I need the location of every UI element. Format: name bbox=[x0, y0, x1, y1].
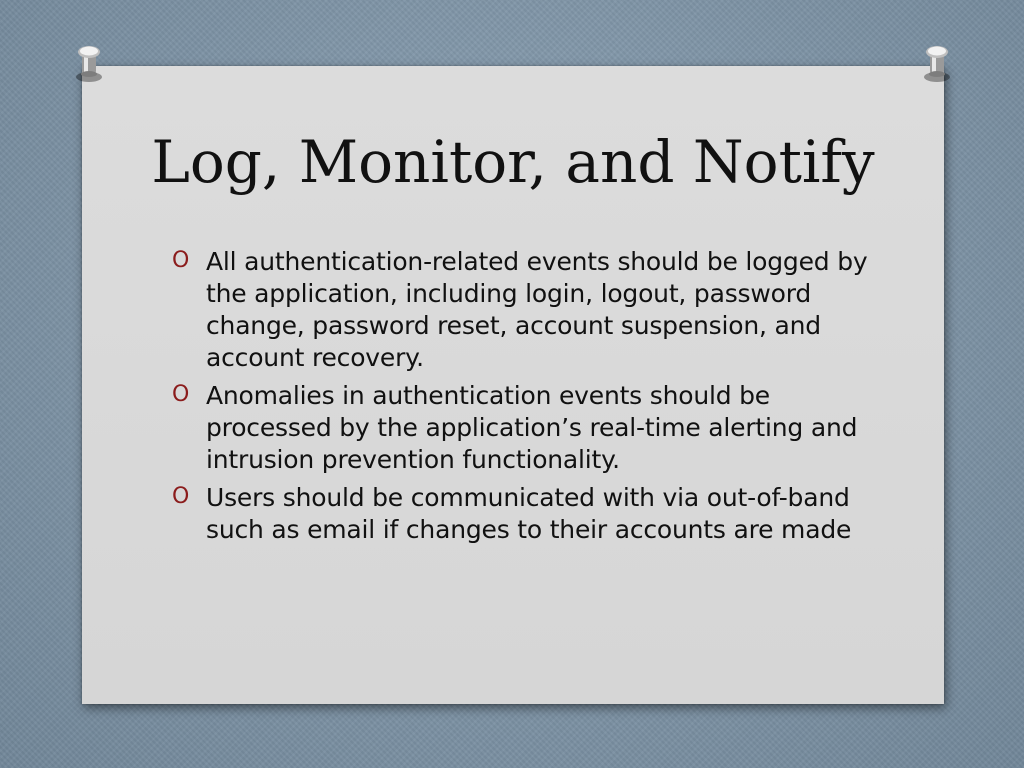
bullet-list bbox=[172, 246, 872, 552]
bullet-item bbox=[172, 380, 872, 476]
bullet-text: Anomalies in authentication events should be processed by the application’s real-time alerting and intrusion prevention functionality. bbox=[206, 381, 858, 474]
slide-title: Log, Monitor, and Notify bbox=[151, 128, 875, 196]
pushpin-icon bbox=[918, 40, 956, 84]
bullet-item bbox=[172, 246, 872, 374]
bullet-marker-icon: O bbox=[172, 382, 190, 407]
bullet-item bbox=[172, 482, 872, 546]
bullet-marker-icon: O bbox=[172, 484, 190, 509]
bullet-text: Users should be communicated with via out-of-band such as email if changes to their accounts are made bbox=[206, 483, 852, 544]
bullet-marker-icon: O bbox=[172, 248, 190, 273]
bullet-text: All authentication-related events should be logged by the application, including login, logout, password change, password reset, account suspension, and account recovery. bbox=[206, 247, 868, 372]
pushpin-icon bbox=[70, 40, 108, 84]
